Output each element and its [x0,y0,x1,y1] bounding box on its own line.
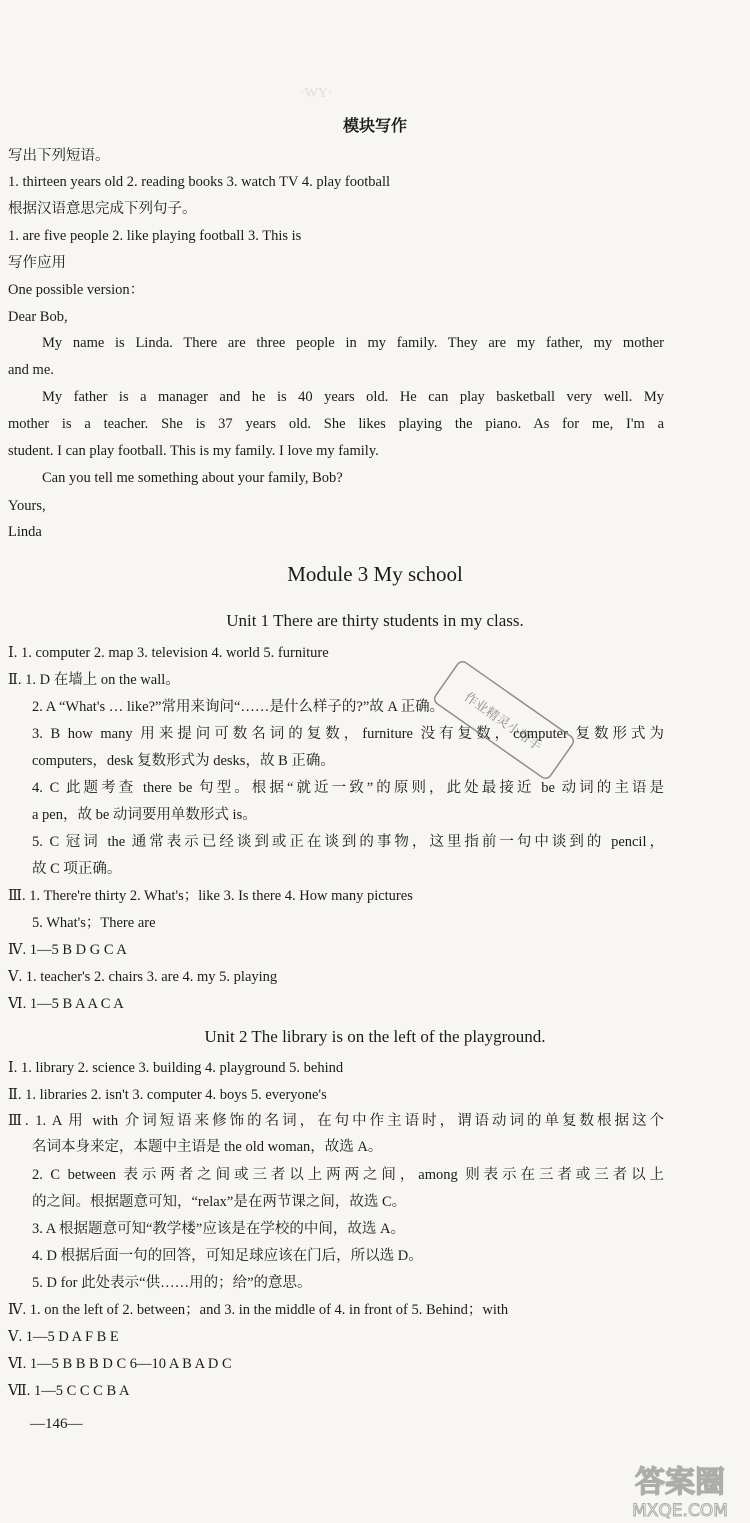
answer-line: Ⅴ. 1. teacher's 2. chairs 3. are 4. my 5. playing [8,969,278,985]
answer-line: Ⅲ. 1. A 用 with 介词短语来修饰的名词，在句中作主语时，谓语动词的单复数根据这个 [8,1113,664,1129]
instruction-complete-sentences: 根据汉语意思完成下列句子。 [8,201,197,217]
instruction-write-phrases: 写出下列短语。 [8,148,110,164]
answer-line: Ⅲ. 1. There're thirty 2. What's；like 3. Is there 4. How many pictures [8,888,413,904]
svg-text:MXQE.COM: MXQE.COM [632,1501,728,1521]
answer-line: 3. B how many 用来提问可数名词的复数，furniture 没有复数，computer 复数形式为 [32,726,664,742]
answer-line: Ⅳ. 1. on the left of 2. between；and 3. in the middle of 4. in front of 5. Behind；with [8,1302,509,1318]
answer-line: 5. What's；There are [32,915,156,931]
instruction-writing-application: 写作应用 [8,255,66,271]
answer-line: Ⅵ. 1—5 B B B D C 6—10 A B A D C [8,1356,232,1372]
answer-line: 故 C 项正确。 [32,861,122,877]
answer-line: Ⅳ. 1—5 B D G C A [8,942,127,958]
answer-line: Ⅶ. 1—5 C C C B A [8,1383,130,1399]
letter-greeting: Dear Bob, [8,309,68,325]
answer-line: One possible version： [8,282,145,298]
answer-line: 1. are five people 2. like playing football 3. This is [8,228,302,244]
letter-closing: Yours, [8,498,46,514]
site-logo-watermark [610,1458,750,1523]
answer-line: computers，desk 复数形式为 desks，故 B 正确。 [32,753,335,769]
module-heading: Module 3 My school [287,562,463,586]
answer-line: 4. C 此题考查 there be 句型。根据“就近一致”的原则，此处最接近 be 动词的主语是 [32,780,664,796]
answer-line: Ⅰ. 1. library 2. science 3. building 4. playground 5. behind [8,1060,344,1076]
letter-body-line: student. I can play football. This is my family. I love my family. [8,443,379,459]
letter-signature: Linda [8,524,42,540]
answer-line: Ⅰ. 1. computer 2. map 3. television 4. world 5. furniture [8,645,329,661]
answer-line: 3. A 根据题意可知“教学楼”应该是在学校的中间，故选 A。 [32,1221,405,1237]
answer-line: 5. D for 此处表示“供……用的；给”的意思。 [32,1275,312,1291]
answer-line: 5. C 冠词 the 通常表示已经谈到或正在谈到的事物，这里指前一句中谈到的 pencil， [32,834,664,850]
answer-line: 的之间。根据题意可知，“relax”是在两节课之间，故选 C。 [32,1194,407,1210]
letter-body-line: My father is a manager and he is 40 years old. He can play basketball very well. My [42,389,664,405]
answer-line: 1. thirteen years old 2. reading books 3. watch TV 4. play football [8,174,391,190]
answer-line: Ⅱ. 1. libraries 2. isn't 3. computer 4. boys 5. everyone's [8,1087,327,1103]
bleed-through-text: ·WY· [300,86,333,101]
answer-line: Ⅴ. 1—5 D A F B E [8,1329,119,1345]
answer-line: 4. D 根据后面一句的回答，可知足球应该在门后，所以选 D。 [32,1248,423,1264]
answer-line: 2. A “What's … like?”常用来询问“……是什么样子的?”故 A 正确。 [32,699,445,715]
answer-line: Ⅱ. 1. D 在墙上 on the wall。 [8,672,180,688]
section-title-module-writing: 模块写作 [342,116,407,135]
letter-body-line: and me. [8,362,54,378]
svg-text:作业精灵小帮手: 作业精灵小帮手 [460,689,545,755]
answer-line: Ⅵ. 1—5 B A A C A [8,996,124,1012]
answer-line: a pen，故 be 动词要用单数形式 is。 [32,807,257,823]
answer-line: 2. C between 表示两者之间或三者以上两两之间，among 则表示在三者或三者以上 [32,1167,664,1183]
stamp-watermark [404,660,604,780]
letter-body-line: My name is Linda. There are three people in my family. They are my father, my mother [42,335,664,351]
answer-line: 名词本身来定，本题中主语是 the old woman，故选 A。 [32,1139,383,1155]
letter-body-line: mother is a teacher. She is 37 years old. She likes playing the piano. As for me, I'm a [8,416,664,432]
svg-text:答案圈: 答案圈 [635,1465,725,1500]
unit-heading: Unit 1 There are thirty students in my class. [226,611,524,630]
unit-heading: Unit 2 The library is on the left of the playground. [204,1027,546,1046]
page-number: —146— [30,1416,83,1432]
letter-body-line: Can you tell me something about your family, Bob? [42,470,343,486]
